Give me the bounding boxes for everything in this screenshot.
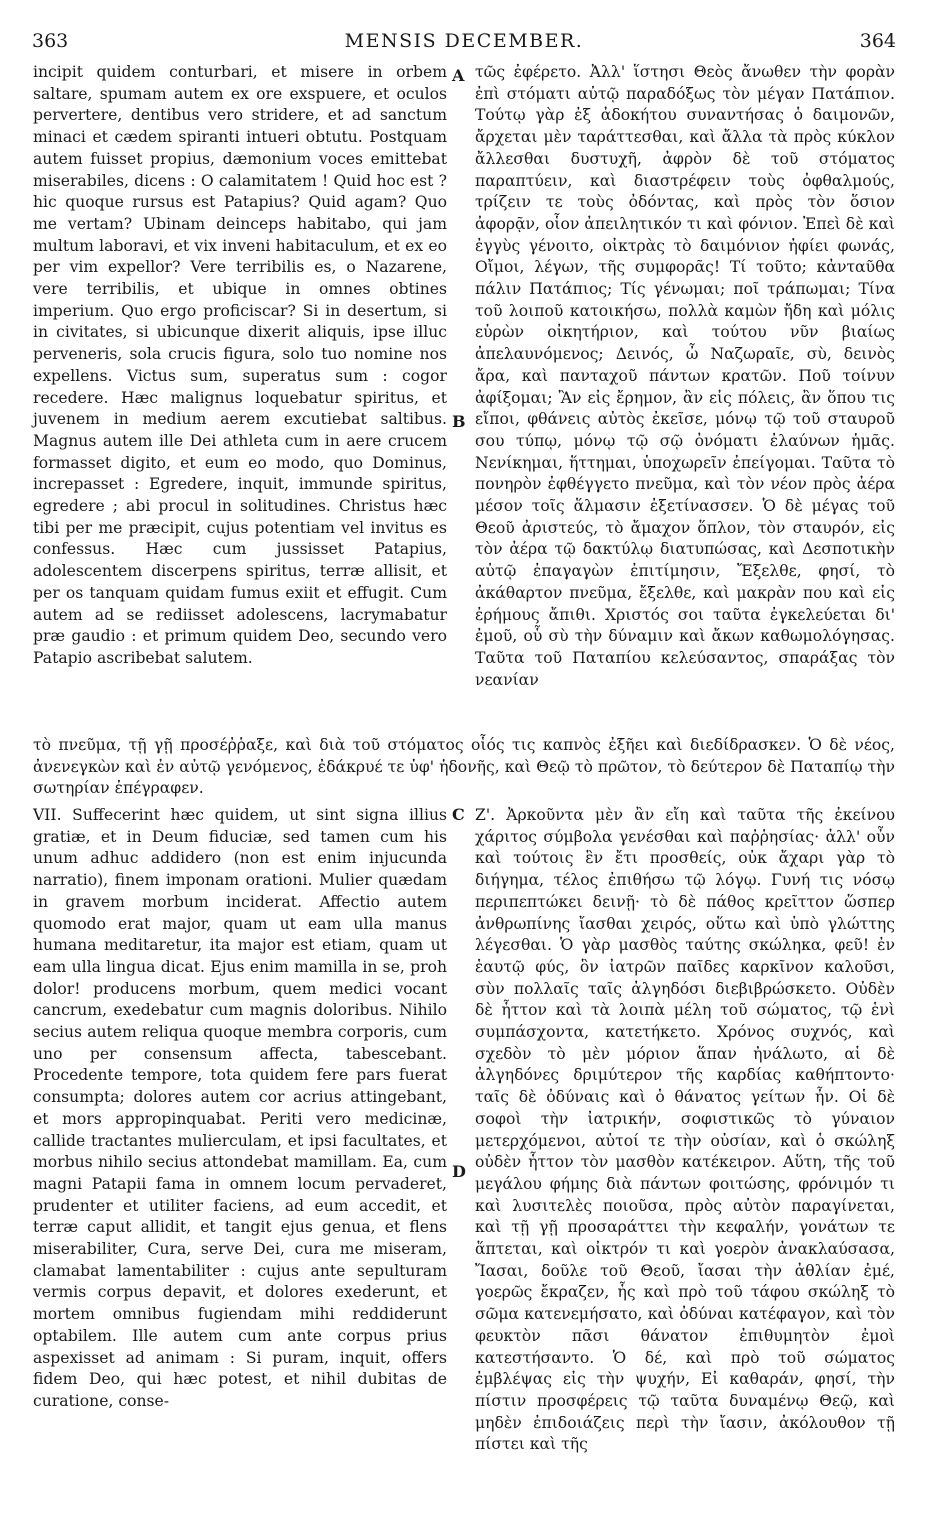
greek-paragraph: τῶς ἐφέρετο. Ἀλλ' ἵστησι Θεὸς ἄνωθεν τὴν φορὰν ἐπὶ στόματι αὐτῷ παραδόξως τὸν μέγαν Πατάπιον. Τούτῳ γὰρ ἐξ ἀδοκήτου συναντήσας ὁ δαιμονῶν, ἄρχεται μὲν ταράττεσθαι, καὶ ἄλλα τὰ πρὸς κύκλον ἄλλεσθαι δυστυχῆ, ἀφρὸν δὲ τοῦ στόματος παραπτύειν, καὶ διαστρέφειν τοὺς ὀφθαλμούς, τρίζειν τε τοὺς ὀδόντας, καὶ πρὸς τὸν ὅσιον ἀφορᾷν, οἷον ἀπειλητικόν τι καὶ φόνιον. Ἐπεὶ δὲ καὶ ἐγγὺς γένοιτο, οἰκτρὰς τὸ δαιμόνιον ἠφίει φωνάς, Οἴμοι, λέγων, τῆς συμφορᾶς! Τί τοῦτο; κἀνταῦθα πάλιν Πατάπιος; Τίς γένωμαι; ποῖ τράπωμαι; Τίνα τοῦ λοιποῦ κατοικήσω, πολλὰ καμὼν ἤδη καὶ μόλις εὑρὼν οἰκητήριον, καὶ τούτου νῦν βιαίως ἀπελαυνόμενος; Δεινός, ὦ Ναζωραῖε, σὺ, δεινὸς ἄρα, καὶ πανταχοῦ πάντων κρατῶν. Ποῦ τοίνυν ἀφίξομαι; Ἂν εἰς ἔρημον, ἂν εἰς πόλεις, ἂν ὅπου τις εἴποι, φθάνεις αὐτὸς ἐκεῖσε, μόνῳ τῷ τοῦ σταυροῦ σου τύπῳ, μόνῳ τῷ σῷ ὀνόματι ἐλαύνων ἡμᾶς. Νενίκημαι, ἥττημαι, ὑποχωρεῖν ἐπείγομαι. Ταῦτα τὸ πονηρὸν ἐφθέγγετο πνεῦμα, καὶ τὸν νέον πρὸς ἀέρα μέσον τοῖς ἅλμασιν ἐξετίνασσεν. Ὁ δὲ μέγας τοῦ Θεοῦ ἀριστεύς, τὸ ἄμαχον ὅπλον, τὸν σταυρόν, εἰς τὸν ἀέρα τῷ δακτύλῳ διατυπώσας, καὶ Δεσποτικὴν αὐτῷ ἐπαγαγὼν ἐπιτίμησιν, Ἔξελθε, φησί, τὸ ἀκάθαρτον πνεῦμα, ἔξελθε, καὶ μακρὰν που καὶ εἰς ἐρήμους ἄπιθι. Χριστός σοι ταῦτα ἐγκελεύεται δι' ἐμοῦ, οὗ σὺ τὴν δύναμιν καὶ ἄκων καθωμολόγησας. Ταῦτα τοῦ Παταπίου κελεύσαντος, σπαράξας τὸν νεανίαν	[475, 63, 895, 689]
latin-paragraph: incipit quidem conturbari, et misere in orbem saltare, spumam autem ex ore exspuere, et oculos pervertere, dentibus vero stridere, et ad sanctum minaci et cædem spiranti intueri obtutu. Postquam autem fuisset propius, dæmonium voces emittebat miserabiles, dicens : O calamitatem ! Quid hoc est ? hic quoque rursus est Patapius? Quid agam? Quo me vertam? Ubinam deinceps habitabo, qui jam multum laboravi, et vix inveni habitaculum, et ex eo per vim expellor? Vere terribilis es, o Nazarene, vere terribilis, et ubique in omnes obtines imperium. Quo ergo proficiscar? Si in desertum, si in civitates, si ubicunque dixerit aliquis, ipse illuc perveneris, sola crucis figura, solo tuo nomine nos expellens. Victus sum, superatus sum : cogor recedere. Hæc malignus loquebatur spiritus, et juvenem in medium aerem excutiebat saltibus. Magnus autem ille Dei athleta cum in aere crucem formasset digito, et eum eo modo, quo Dominus, increpasset : Egredere, inquit, immunde spiritus, egredere ; abi procul in solitudines. Christus hæc tibi per me præcipit, cujus potentiam vel invitus es confessus. Hæc cum jussisset Patapius, adolescentem discerpens spiritus, terræ allisit, et per os tanquam quidam fumus exiit et effugit. Cum autem ad se rediisset adolescens, lacrymabatur præ gaudio : et primum quidem Deo, secundo vero Patapio ascribebat salutem.	[33, 63, 447, 667]
section-marker-c: C	[452, 805, 465, 824]
latin-column-bottom	[33, 805, 447, 1413]
latin-column-top	[33, 62, 447, 670]
latin-paragraph-section-vii: VII. Suffecerint hæc quidem, ut sint signa illius gratiæ, et in Deum fiduciæ, sed tamen cum his unum adhuc addidero (non est enim injucunda narratio), finem imponam orationi. Mulier quædam in gravem morbum inciderat. Affectio autem quomodo erat major, quam ut eam ulla manus humana meditaretur, ita major est etiam, quam ut eam ulla lingua dicat. Ejus enim mamilla in se, proh dolor! producens morbum, quem medici vocant cancrum, exedebatur cum magnis doloribus. Nihilo secius autem reliqua quoque membra corporis, cum uno per consensum affecta, tabescebant. Procedente tempore, tota quidem fere pars fuerat consumpta; dolores autem cor acrius attingebant, et mors appropinquabat. Periti vero medicinæ, callide tractantes mulierculam, et ipsi facultates, et morbus nihilo secius attondebat mamillam. Ea, cum magni Patapii fama in omnem locum pervaderet, prudenter et utiliter faciens, ad eum accedit, et terræ caput allidit, et tangit ejus genua, et flens miserabiliter, Cura, serve Dei, cura me miseram, clamabat lamentabiliter : cujus ante sepulturam vermis corpus depavit, et dolores exederunt, et mortem omnibus fugiendam mihi reddiderunt optabilem. Ille autem cum ante corpus prius aspexisset ad animam : Si puram, inquit, offers fidem Deo, qui hæc potest, et nihil dubitas de curatione, conse-	[33, 806, 447, 1410]
section-marker-b: B	[452, 412, 466, 431]
greek-paragraph-section-z: Ζ'. Ἀρκοῦντα μὲν ἂν εἴη καὶ ταῦτα τῆς ἐκείνου χάριτος σύμβολα γενέσθαι καὶ παῤῥησίας· ἀλλ' οὖν καὶ τούτοις ἓν ἔτι προσθείς, οὐκ ἄχαρι γὰρ τὸ διήγημα, τέλος ἐπιθήσω τῷ λόγῳ. Γυνή τις νόσῳ περιπεπτώκει δεινῇ· τὸ δὲ πάθος κρεῖττον ὥσπερ ἀνθρωπίνης ἴασθαι χειρός, οὕτω καὶ ὑπὸ γλώττης λέγεσθαι. Ὁ γὰρ μασθὸς ταύτης σκώληκα, φεῦ! ἐν ἑαυτῷ φύς, ὃν ἰατρῶν παῖδες καρκῖνον καλοῦσι, σὺν πολλαῖς ταῖς ἀλγηδόσι διεβιβρώσκετο. Οὐδὲν δὲ ἧττον καὶ τὰ λοιπὰ μέλη τοῦ σώματος, τῷ ἑνὶ συμπάσχοντα, κατετήκετο. Χρόνος συχνός, καὶ σχεδὸν τὸ μὲν μόριον ἅπαν ἠνάλωτο, αἱ δὲ ἀλγηδόνες δριμύτερον τῆς καρδίας καθήπτοντο· ταῖς δὲ ὀδύναις καὶ ὁ θάνατος γείτων ἦν. Οἱ δὲ σοφοὶ τὴν ἰατρικήν, σοφιστικῶς τὸ γύναιον μετερχόμενοι, αὐτοί τε τὴν οὐσίαν, καὶ ὁ σκώληξ οὐδὲν ἧττον τὸν μασθὸν κατέκειρον. Αὕτη, τῆς τοῦ μεγάλου φήμης διὰ πάντων φοιτώσης, φρόνιμόν τι καὶ λυσιτελὲς ποιοῦσα, πρὸς αὐτὸν παραγίνεται, καὶ τῇ γῇ προσαράττει τὴν κεφαλήν, γονάτων τε ἅπτεται, καὶ οἰκτρόν τι καὶ γοερὸν ἀνακλαύσασα, Ἴασαι, δοῦλε τοῦ Θεοῦ, ἴασαι τὴν ἀθλίαν ἐμέ, γοερῶς ἔκραζεν, ἧς καὶ πρὸ τοῦ τάφου σκώληξ τὸ σῶμα κατενεμήσατο, καὶ ὀδύναι κατέφαγον, καὶ τὸν φευκτὸν πᾶσι θάνατον ἐπιθυμητὸν ἐμοὶ κατεστήσαντο. Ὁ δέ, καὶ πρὸ τοῦ σώματος ἐμβλέψας εἰς τὴν ψυχήν, Εἰ καθαράν, φησί, τὴν πίστιν προσφέρεις τῷ ταῦτα δυναμένῳ Θεῷ, καὶ μηδὲν ἐπιδοιάζεις περὶ τὴν ἴασιν, ἀκόλουθον τῇ πίστει καὶ τῆς	[475, 806, 895, 1454]
page-number-right: 364	[859, 30, 896, 52]
greek-column-bottom	[475, 805, 895, 1456]
greek-column-top	[475, 62, 895, 691]
section-marker-a: A	[452, 66, 465, 85]
greek-full-width-line	[33, 735, 895, 800]
page-number-left: 363	[32, 30, 69, 52]
page-header	[32, 30, 896, 62]
running-title: MENSIS DECEMBER.	[344, 30, 584, 52]
greek-paragraph-continuation: τὸ πνεῦμα, τῇ γῇ προσέῤῥαξε, καὶ διὰ τοῦ στόματος οἷός τις καπνὸς ἐξῆει καὶ διεδίδρασκεν. Ὁ δὲ νέος, ἀνενεγκὼν καὶ ἐν αὐτῷ γενόμενος, ἐδάκρυέ τε ὑφ' ἡδονῆς, καὶ Θεῷ τὸ πρῶτον, τὸ δεύτερον δὲ Παταπίῳ τὴν σωτηρίαν ἐπέγραφεν.	[33, 736, 895, 798]
section-marker-d: D	[452, 1162, 466, 1181]
